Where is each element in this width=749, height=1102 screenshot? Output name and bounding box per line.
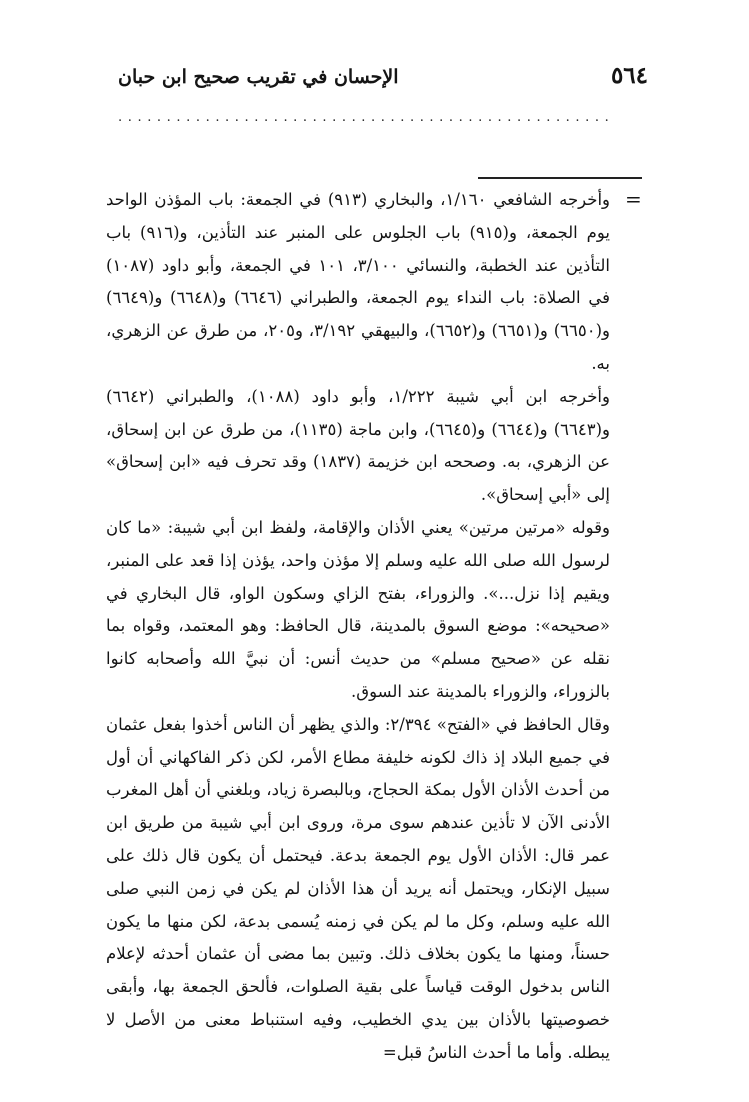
- running-title: الإحسان في تقريب صحيح ابن حبان: [118, 66, 399, 88]
- dotted-separator: ...................................................: [118, 110, 615, 125]
- footnote-paragraph: وقال الحافظ في «الفتح» ٢/٣٩٤: والذي يظهر أن الناس أخذوا بفعل عثمان في جميع البلاد إذ ذاك لكونه خليفة مطاع الأمر، لكن ذكر الفاكهاني أن أول من أحدث الأذان الأول بمكة الحجاج، وبالبصرة زياد، وبلغني أن أهل المغرب الأدنى الآن لا تأذين عندهم سوى مرة، وروى ابن أبي شيبة من طريق ابن عمر قال: الأذان الأول يوم الجمعة بدعة. فيحتمل أن يكون قال ذلك على سبيل الإنكار، ويحتمل أنه يريد أن هذا الأذان لم يكن في زمن النبي صلى الله عليه وسلم، وكل ما لم يكن في زمنه يُسمى بدعة، لكن منها ما يكون حسناً، ومنها ما يكون بخلاف ذلك. وتبين بما مضى أن عثمان أحدثه لإعلام الناس بدخول الوقت قياساً على بقية الصلوات، فألحق الجمعة بها، وأبقى خصوصيتها بالأذان بين يدي الخطيب، وفيه استنباط معنى من الأصل لا يبطله. وأما ما أحدث الناسُ قبل=: [106, 714, 610, 1062]
- footnote-paragraph: وأخرجه ابن أبي شيبة ١/٢٢٢، وأبو داود (١٠٨٨)، والطبراني (٦٦٤٢) و(٦٦٤٣) و(٦٦٤٤) و(٦٦٤٥)، وابن ماجة (١١٣٥)، من طرق عن ابن إسحاق، عن الزهري، به. وصححه ابن خزيمة (١٨٣٧) وقد تحرف فيه «ابن إسحاق» إلى «أبي إسحاق».: [106, 386, 611, 505]
- footnote-paragraph: وأخرجه الشافعي ١/١٦٠، والبخاري (٩١٣) في الجمعة: باب المؤذن الواحد يوم الجمعة، و(٩١٥) باب الجلوس على المنبر عند التأذين، و(٩١٦) باب التأذين عند الخطبة، والنسائي ٣/١٠٠، ١٠١ في الجمعة، وأبو داود (١٠٨٧) في الصلاة: باب النداء يوم الجمعة، والطبراني (٦٦٤٦) و(٦٦٤٨) و(٦٦٤٩) و(٦٦٥٠) و(٦٦٥١) و(٦٦٥٢)، والبيهقي ٣/١٩٢، و٢٠٥، من طرق عن الزهري، به.: [106, 190, 610, 373]
- footnote-rule: [478, 177, 642, 179]
- footnote-text: [106, 184, 611, 1062]
- page-number: ٥٦٤: [610, 62, 648, 89]
- footnote-paragraph: وقوله «مرتين مرتين» يعني الأذان والإقامة، ولفظ ابن أبي شيبة: «ما كان لرسول الله صلى الله عليه وسلم إلا مؤذن واحد، يؤذن إذا قعد على المنبر، ويقيم إذا نزل...». والزوراء، بفتح الزاي وسكون الواو، قال البخاري في «صحيحه»: موضع السوق بالمدينة، قال الحافظ: وهو المعتمد، وقواه بما نقله عن «صحيح مسلم» من حديث أنس: أن نبيَّ الله وأصحابه كانوا بالزوراء، والزوراء بالمدينة عند السوق.: [106, 517, 610, 701]
- page-header: [118, 58, 648, 92]
- continuation-mark: =: [625, 187, 642, 211]
